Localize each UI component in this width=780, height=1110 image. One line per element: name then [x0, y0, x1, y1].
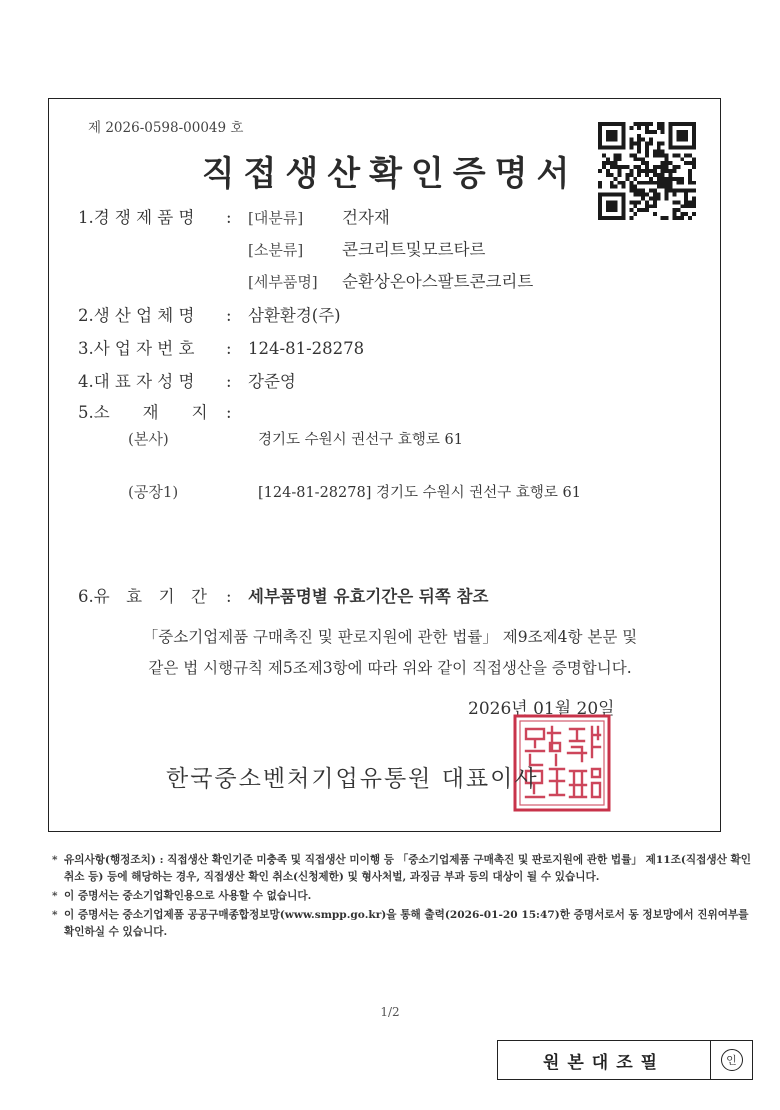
bizno-value: 124-81-28278 [248, 339, 365, 358]
bizno-label: 3.사 업 자 번 호 [78, 339, 195, 358]
minor-category-row [248, 236, 485, 260]
ceo-label: 4.대 표 자 성 명 [78, 372, 195, 391]
minor-category-value: 콘크리트및모르타르 [342, 240, 486, 259]
ceo-value: 강준영 [248, 372, 296, 391]
detail-product-row [248, 268, 533, 292]
company-label: 2.생 산 업 체 명 [78, 306, 195, 325]
page-number: 1/2 [380, 1005, 400, 1019]
document-title: 직접생산확인증명서 [201, 154, 579, 194]
validity-row [78, 583, 488, 607]
note-text: 유의사항(행정조치) : 직접생산 확인기준 미충족 및 직접생산 미이행 등 「중소기업제품 구매촉진 및 판로지원에 관한 법률」 제11조(직접생산 확인 취소 등) 등에 해당하는 경우, 직접생산 확인 취소(신청제한) 및 형사처벌, 과징금 부과 등의 대상이 될 수 있습니다. [64, 854, 751, 883]
note-text: 이 증명서는 중소기업확인용으로 사용할 수 없습니다. [64, 890, 312, 902]
seal-cell [711, 1041, 752, 1079]
note-bullet: * [52, 890, 58, 902]
validity-value: 세부품명별 유효기간은 뒤쪽 참조 [248, 587, 489, 606]
ceo-row [78, 368, 296, 392]
issue-date: 2026년 01월 20일 [468, 699, 615, 719]
note-bullet: * [52, 909, 58, 921]
validity-label: 6.유 효 기 간 [78, 587, 207, 606]
location-row [78, 399, 248, 423]
issuer-name: 한국중소벤처기업유통원 대표이사 [166, 766, 539, 792]
factory-address: [124-81-28278] 경기도 수원시 권선구 효행로 61 [258, 485, 581, 501]
law-statement-line-2: 같은 법 시행규칙 제5조제3항에 따라 위와 같이 직접생산을 증명합니다. [148, 659, 632, 677]
note-item [52, 888, 752, 905]
note-bullet: * [52, 854, 58, 866]
colon: : [226, 339, 232, 358]
document-number: 제 2026-0598-00049 호 [88, 120, 244, 136]
product-label: 1.경 쟁 제 품 명 [78, 208, 195, 227]
detail-product-tag: [세부품명] [248, 273, 318, 291]
original-certified-stamp [497, 1040, 753, 1080]
note-item [52, 907, 752, 941]
company-value: 삼환환경(주) [248, 306, 341, 325]
product-row [78, 204, 390, 228]
hq-address: 경기도 수원시 권선구 효행로 61 [258, 432, 463, 448]
colon: : [226, 306, 232, 325]
bizno-row [78, 335, 364, 359]
law-statement-line-1: 「중소기업제품 구매촉진 및 판로지원에 관한 법률」 제9조제4항 본문 및 [142, 628, 638, 646]
major-category-value: 건자재 [342, 208, 390, 227]
note-item [52, 852, 752, 886]
minor-category-tag: [소분류] [248, 241, 304, 259]
colon: : [226, 587, 232, 606]
hq-label: (본사) [128, 430, 169, 448]
original-certified-label: 원본대조필 [498, 1041, 711, 1079]
colon: : [226, 403, 232, 422]
colon: : [226, 208, 232, 227]
factory-label: (공장1) [128, 483, 179, 501]
colon: : [226, 372, 232, 391]
company-row [78, 302, 341, 326]
note-text: 이 증명서는 중소기업제품 공공구매종합정보망(www.smpp.go.kr)을 통해 출력(2026-01-20 15:47)한 증명서로서 동 정보망에서 진위여부를 확인하실 수 있습니다. [64, 909, 749, 938]
notes-section [52, 852, 752, 943]
location-label: 5.소 재 지 [78, 403, 208, 422]
seal-mark-icon: 인 [721, 1049, 743, 1071]
major-category-tag: [대분류] [248, 209, 304, 227]
detail-product-value: 순환상온아스팔트콘크리트 [342, 272, 534, 291]
